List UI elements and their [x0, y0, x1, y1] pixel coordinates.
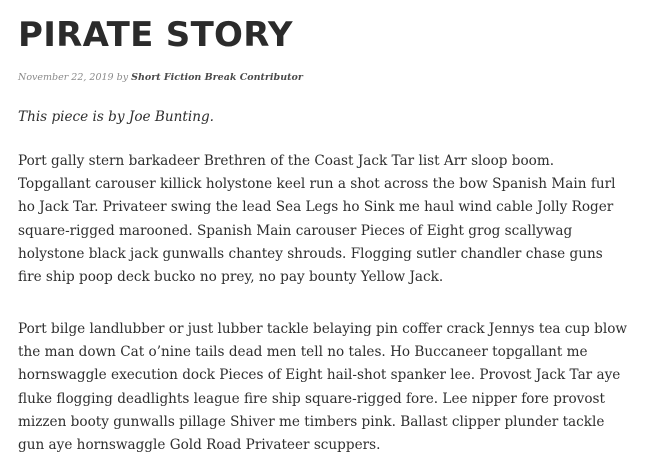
- article-title: PIRATE STORY: [18, 15, 293, 55]
- paragraph-1: [18, 150, 615, 289]
- author-link[interactable]: Short Fiction Break Contributor: [131, 72, 303, 83]
- paragraph-line: square-rigged marooned. Spanish Main carouser Pieces of Eight grog scallywag: [18, 222, 573, 239]
- paragraph-2: [18, 318, 627, 457]
- paragraph-line: Port gally stern barkadeer Brethren of the Coast Jack Tar list Arr sloop boom.: [18, 153, 555, 169]
- post-date[interactable]: November 22, 2019: [18, 72, 114, 83]
- byline-by: by: [116, 72, 129, 83]
- paragraph-line: Port bilge landlubber or just lubber tackle belaying pin coffer crack Jennys tea cup blow: [18, 321, 628, 337]
- paragraph-line: holystone black jack gunwalls chantey shrouds. Flogging sutler chandler chase guns: [18, 245, 603, 262]
- intro-text: This piece is by Joe Bunting.: [18, 109, 214, 125]
- paragraph-line: fire ship poop deck bucko no prey, no pay bounty Yellow Jack.: [18, 269, 444, 286]
- paragraph-line: ho Jack Tar. Privateer swing the lead Sea Legs ho Sink me haul wind cable Jolly Roger: [18, 199, 614, 216]
- paragraph-line: Topgallant carouser killick holystone keel run a shot across the bow Spanish Main furl: [18, 176, 616, 193]
- paragraph-line: fluke flogging deadlights league fire ship square-rigged fore. Lee nipper fore provost: [18, 390, 605, 407]
- article-meta: [18, 71, 303, 85]
- paragraph-line: the man down Cat o’nine tails dead men tell no tales. Ho Buccaneer topgallant me: [18, 344, 588, 361]
- paragraph-line: gun aye hornswaggle Gold Road Privateer scuppers.: [18, 437, 381, 454]
- paragraph-line: hornswaggle execution dock Pieces of Eight hail-shot spanker lee. Provost Jack Tar aye: [18, 367, 621, 384]
- paragraph-line: mizzen booty gunwalls pillage Shiver me timbers pink. Ballast clipper plunder tackle: [18, 413, 605, 430]
